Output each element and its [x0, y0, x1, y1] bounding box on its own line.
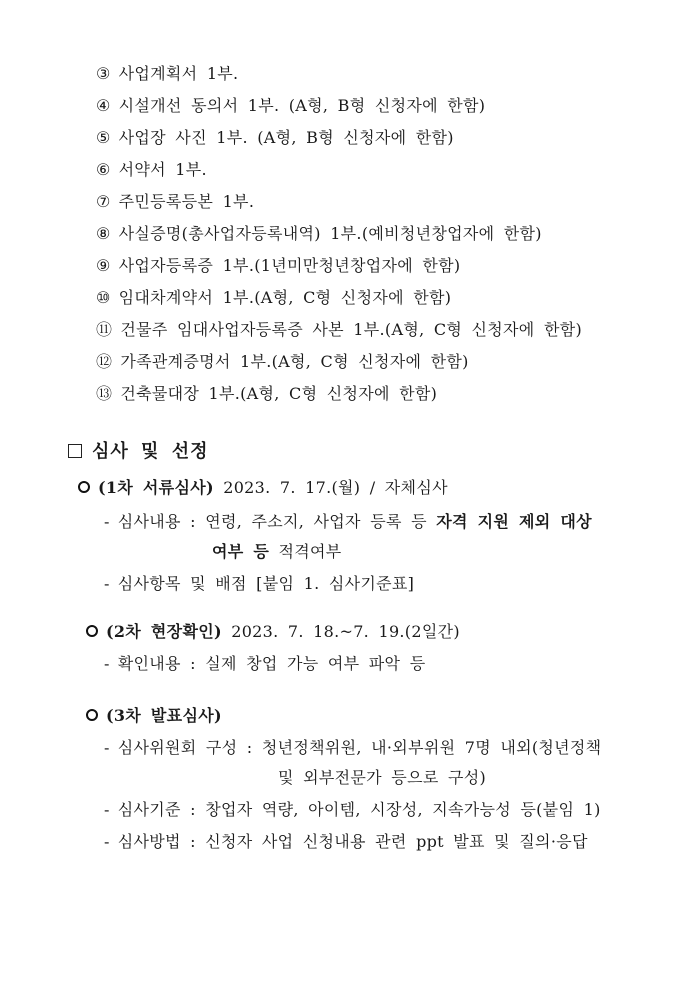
dash-bullet: -: [104, 512, 110, 531]
item-number: ⑩: [96, 288, 111, 307]
item-text: 및 외부전문가 등으로 구성): [278, 768, 487, 787]
dash-bullet: -: [104, 574, 110, 593]
item-number: ③: [96, 64, 111, 83]
item-number: ④: [96, 96, 111, 115]
list-item: [96, 256, 460, 276]
item-text: 적격여부: [269, 542, 342, 561]
item-text: 서약서 1부.: [118, 160, 207, 179]
stage-1-item-scoring: [104, 574, 414, 594]
item-text: 확인내용 : 실제 창업 가능 여부 파악 등: [117, 654, 426, 673]
circle-bullet-icon: [86, 709, 98, 721]
dash-bullet: -: [104, 738, 110, 757]
list-item: [96, 320, 582, 340]
dash-bullet: -: [104, 654, 110, 673]
stage-label: (2차 현장확인): [106, 622, 222, 641]
item-key: 심사내용 :: [117, 512, 206, 531]
item-text: 심사항목 및 배점 [붙임 1. 심사기준표]: [117, 574, 415, 593]
item-text: 건물주 임대사업자등록증 사본 1부.(A형, C형 신청자에 한함): [120, 320, 582, 339]
item-number: ⑦: [96, 192, 111, 211]
item-number: ⑤: [96, 128, 111, 147]
stage-1-heading: [78, 478, 448, 498]
item-text: 심사기준 : 창업자 역량, 아이템, 시장성, 지속가능성 등(붙임 1): [117, 800, 601, 819]
item-text: 주민등록등본 1부.: [118, 192, 255, 211]
stage-3-item-criteria: [104, 800, 601, 820]
item-text: 심사위원회 구성 : 청년정책위원, 내·외부위원 7명 내외(청년정책: [117, 738, 602, 757]
section-heading: [68, 442, 208, 462]
stage-3-heading: [86, 706, 222, 726]
stage-1-item-content: [104, 512, 592, 532]
item-text: 시설개선 동의서 1부. (A형, B형 신청자에 한함): [118, 96, 486, 115]
square-bullet-icon: [68, 444, 82, 458]
list-item: [96, 128, 454, 148]
item-text: 사업계획서 1부.: [118, 64, 239, 83]
stage-1-item-content-continuation: [212, 542, 342, 562]
section-title: 심사 및 선정: [92, 441, 209, 462]
list-item: [96, 224, 542, 244]
item-text: 사업장 사진 1부. (A형, B형 신청자에 한함): [118, 128, 454, 147]
item-text-bold: 여부 등: [212, 542, 270, 561]
stage-3-item-method: [104, 832, 588, 852]
list-item: [96, 160, 207, 180]
item-number: ⑨: [96, 256, 111, 275]
stage-2-heading: [86, 622, 460, 642]
item-text: 임대차계약서 1부.(A형, C형 신청자에 한함): [118, 288, 452, 307]
list-item: [96, 96, 485, 116]
stage-label: (1차 서류심사): [98, 478, 214, 497]
stage-3-item-committee: [104, 738, 601, 758]
item-text: 사실증명(총사업자등록내역) 1부.(예비청년창업자에 한함): [118, 224, 542, 243]
item-text: 심사방법 : 신청자 사업 신청내용 관련 ppt 발표 및 질의·응답: [117, 832, 588, 851]
circle-bullet-icon: [86, 625, 98, 637]
item-number: ⑥: [96, 160, 111, 179]
list-item: [96, 384, 437, 404]
dash-bullet: -: [104, 832, 110, 851]
item-text: 가족관계증명서 1부.(A형, C형 신청자에 한함): [120, 352, 469, 371]
stage-label: (3차 발표심사): [106, 706, 222, 725]
stage-detail: 2023. 7. 17.(월) / 자체심사: [213, 478, 448, 497]
item-number: ⑧: [96, 224, 111, 243]
list-item: [96, 192, 254, 212]
item-number: ⑫: [96, 352, 113, 371]
item-text: 건축물대장 1부.(A형, C형 신청자에 한함): [120, 384, 438, 403]
stage-3-item-committee-continuation: [278, 768, 486, 788]
item-text: 사업자등록증 1부.(1년미만청년창업자에 한함): [118, 256, 461, 275]
dash-bullet: -: [104, 800, 110, 819]
stage-detail: 2023. 7. 18.~7. 19.(2일간): [221, 622, 460, 641]
stage-2-item-check: [104, 654, 425, 674]
item-number: ⑪: [96, 320, 113, 339]
list-item: [96, 288, 451, 308]
list-item: [96, 64, 238, 84]
list-item: [96, 352, 469, 372]
item-number: ⑬: [96, 384, 113, 403]
item-text-bold: 자격 지원 제외 대상: [436, 512, 592, 531]
item-text: 연령, 주소지, 사업자 등록 등: [205, 512, 437, 531]
circle-bullet-icon: [78, 481, 90, 493]
